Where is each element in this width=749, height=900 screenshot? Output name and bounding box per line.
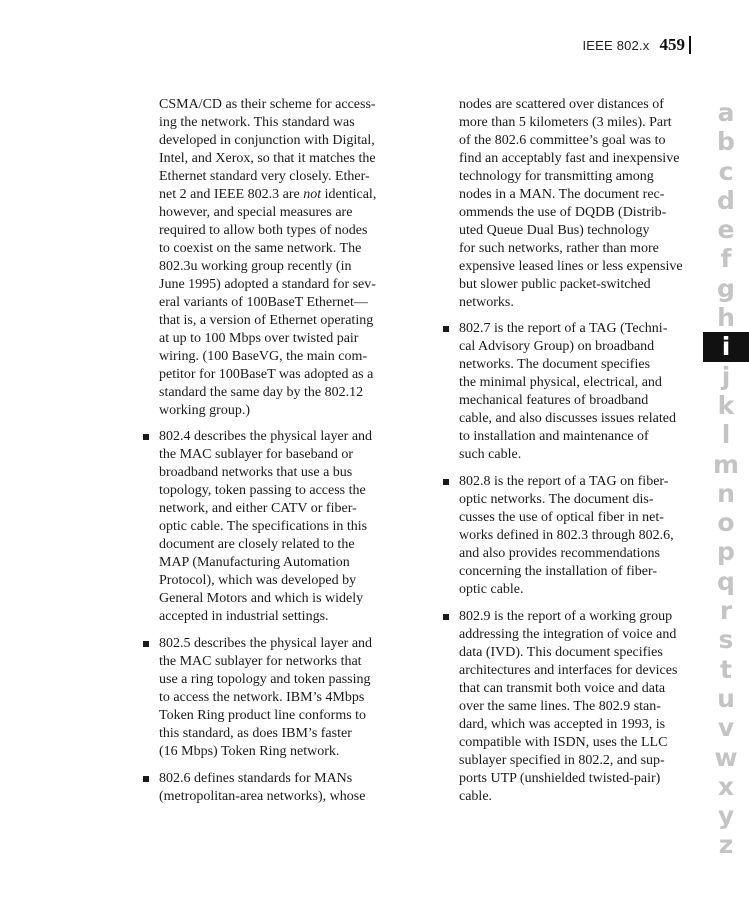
text-line: wiring. (100 BaseVG, the main com- xyxy=(159,349,368,364)
text-line: broadband networks that use a bus xyxy=(159,465,353,480)
text-line: Token Ring product line conforms to xyxy=(159,708,367,723)
page-number: 459 xyxy=(660,36,692,54)
text-line: 802.7 is the report of a TAG (Techni- xyxy=(459,321,668,336)
text-line: CSMA/CD as their scheme for access- xyxy=(159,97,376,112)
text-segment: identical, xyxy=(321,187,377,202)
text-line: ing the network. This standard was xyxy=(159,115,355,130)
text-line: sublayer specified in 802.2, and sup- xyxy=(459,753,665,768)
text-line: working group.) xyxy=(159,403,250,418)
text-line: that is, a version of Ethernet operating xyxy=(159,313,374,328)
thumb-index-letter-y: y xyxy=(717,801,735,831)
left-continuation-paragraph xyxy=(159,96,391,420)
text-line: find an acceptably fast and inexpensive xyxy=(459,151,680,166)
text-line: petitor for 100BaseT was adopted as a xyxy=(159,367,374,382)
text-line: optic cable. The specifications in this xyxy=(159,519,368,534)
text-line: cable, and also discusses issues related xyxy=(459,411,676,426)
bullet-square-icon xyxy=(443,614,449,620)
text-segment: net 2 and IEEE 802.3 are xyxy=(159,187,304,202)
text-line: addressing the integration of voice and xyxy=(459,627,677,642)
text-line: compatible with ISDN, uses the LLC xyxy=(459,735,668,750)
thumb-index-letter-b: b xyxy=(717,127,735,157)
text-line: works defined in 802.3 through 802.6, xyxy=(459,528,674,543)
text-line: General Motors and which is widely xyxy=(159,591,364,606)
thumb-index-letter-h: h xyxy=(717,303,735,333)
text-line: to installation and maintenance of xyxy=(459,429,649,444)
text-line: data (IVD). This document specifies xyxy=(459,645,663,660)
text-line: concerning the installation of fiber- xyxy=(459,564,657,579)
text-line: networks. The document specifies xyxy=(459,357,651,372)
thumb-index-letter-g: g xyxy=(717,273,735,303)
text-line: of the 802.6 committee’s goal was to xyxy=(459,133,666,148)
text-line: Protocol), which was developed by xyxy=(159,573,357,588)
thumb-index-letter-r: r xyxy=(719,596,733,626)
text-line: technology for transmitting among xyxy=(459,169,654,184)
text-line: 802.4 describes the physical layer and xyxy=(159,429,373,444)
thumb-index-letter-l: l xyxy=(721,420,731,450)
text-line: (metropolitan-area networks), whose xyxy=(159,789,366,804)
text-line: to coexist on the same network. The xyxy=(159,241,362,256)
bullet-square-icon xyxy=(443,326,449,332)
right-continuation-paragraph xyxy=(459,96,695,312)
text-line: MAP (Manufacturing Automation xyxy=(159,555,350,570)
bullet-802-8 xyxy=(459,473,695,599)
bullet-square-icon xyxy=(143,434,149,440)
text-line: optic cable. xyxy=(459,582,524,597)
text-line: the MAC sublayer for networks that xyxy=(159,654,362,669)
thumb-index-letter-e: e xyxy=(717,215,735,245)
text-line: cal Advisory Group) on broadband xyxy=(459,339,655,354)
text-line: 802.9 is the report of a working group xyxy=(459,609,673,624)
bullet-802-6 xyxy=(159,770,391,806)
text-line: topology, token passing to access the xyxy=(159,483,366,498)
text-line: uted Queue Dual Bus) technology xyxy=(459,223,650,238)
thumb-index-letter-u: u xyxy=(717,683,735,713)
text-line: eral variants of 100BaseT Ethernet— xyxy=(159,295,368,310)
text-line: optic networks. The document dis- xyxy=(459,492,654,507)
text-line: at up to 100 Mbps over twisted pair xyxy=(159,331,359,346)
text-line: the minimal physical, electrical, and xyxy=(459,375,662,390)
text-line: required to allow both types of nodes xyxy=(159,223,368,238)
thumb-index-letter-n: n xyxy=(717,478,735,508)
text-line: over the same lines. The 802.9 stan- xyxy=(459,699,661,714)
bullet-square-icon xyxy=(443,479,449,485)
text-line: Ethernet standard very closely. Ether- xyxy=(159,169,370,184)
text-line: June 1995) adopted a standard for sev- xyxy=(159,277,376,292)
thumb-index-letter-j: j xyxy=(721,361,731,391)
text-line: nodes in a MAN. The document rec- xyxy=(459,187,665,202)
text-line xyxy=(159,186,391,204)
text-line: the MAC sublayer for baseband or xyxy=(159,447,354,462)
bullet-802-4 xyxy=(159,428,391,626)
emphasis-not: not xyxy=(303,187,322,202)
text-line: cable. xyxy=(459,789,493,804)
text-line: to access the network. IBM’s 4Mbps xyxy=(159,690,365,705)
thumb-index-letter-k: k xyxy=(717,390,735,420)
thumb-index-letter-v: v xyxy=(717,713,735,743)
text-line: and also provides recommendations xyxy=(459,546,661,561)
thumb-index-letter-p: p xyxy=(717,537,735,567)
text-line: 802.5 describes the physical layer and xyxy=(159,636,373,651)
text-line: accepted in industrial settings. xyxy=(159,609,329,624)
bullet-802-7 xyxy=(459,320,695,464)
left-column xyxy=(159,96,391,806)
text-line: 802.8 is the report of a TAG on fiber- xyxy=(459,474,669,489)
thumb-index-letter-f: f xyxy=(720,244,732,274)
thumb-index-letter-a: a xyxy=(717,98,735,127)
text-line: 802.6 defines standards for MANs xyxy=(159,771,353,786)
thumb-index-letter-d: d xyxy=(717,185,735,215)
text-line: for such networks, rather than more xyxy=(459,241,659,256)
text-line: such cable. xyxy=(459,447,522,462)
thumb-index-letter-c: c xyxy=(718,156,734,186)
text-line: ommends the use of DQDB (Distrib- xyxy=(459,205,667,220)
bullet-802-5 xyxy=(159,635,391,761)
thumb-index-letter-w: w xyxy=(714,742,738,772)
text-line: dard, which was accepted in 1993, is xyxy=(459,717,666,732)
text-line: use a ring topology and token passing xyxy=(159,672,371,687)
text-line: expensive leased lines or less expensive xyxy=(459,259,683,274)
text-line: 802.3u working group recently (in xyxy=(159,259,352,274)
thumb-index-letter-i: i xyxy=(703,332,749,361)
text-line: document are closely related to the xyxy=(159,537,355,552)
thumb-index-letter-x: x xyxy=(717,771,735,801)
thumb-index-letter-q: q xyxy=(717,566,735,596)
bullet-square-icon xyxy=(143,641,149,647)
thumb-index-letter-t: t xyxy=(720,654,732,684)
text-line: network, and either CATV or fiber- xyxy=(159,501,357,516)
bullet-square-icon xyxy=(143,776,149,782)
thumb-index-letter-m: m xyxy=(712,449,740,479)
text-line: more than 5 kilometers (3 miles). Part xyxy=(459,115,672,130)
text-line: however, and special measures are xyxy=(159,205,353,220)
text-line: architectures and interfaces for devices xyxy=(459,663,678,678)
running-head xyxy=(582,36,691,54)
thumb-index-letter-o: o xyxy=(717,508,735,538)
thumb-index xyxy=(703,98,749,860)
text-line: (16 Mbps) Token Ring network. xyxy=(159,744,340,759)
text-line: networks. xyxy=(459,295,514,310)
text-line: Intel, and Xerox, so that it matches the xyxy=(159,151,376,166)
text-line: that can transmit both voice and data xyxy=(459,681,666,696)
text-line: standard the same day by the 802.12 xyxy=(159,385,364,400)
running-head-title: IEEE 802.x xyxy=(582,37,650,53)
text-line: ports UTP (unshielded twisted-pair) xyxy=(459,771,661,786)
thumb-index-letter-z: z xyxy=(718,830,734,860)
thumb-index-letter-s: s xyxy=(718,625,734,655)
bullet-802-9 xyxy=(459,608,695,806)
text-line: but slower public packet-switched xyxy=(459,277,651,292)
text-line: mechanical features of broadband xyxy=(459,393,649,408)
text-line: this standard, as does IBM’s faster xyxy=(159,726,352,741)
text-line: cusses the use of optical fiber in net- xyxy=(459,510,664,525)
right-column xyxy=(459,96,695,806)
text-line: nodes are scattered over distances of xyxy=(459,97,664,112)
text-line: developed in conjunction with Digital, xyxy=(159,133,375,148)
